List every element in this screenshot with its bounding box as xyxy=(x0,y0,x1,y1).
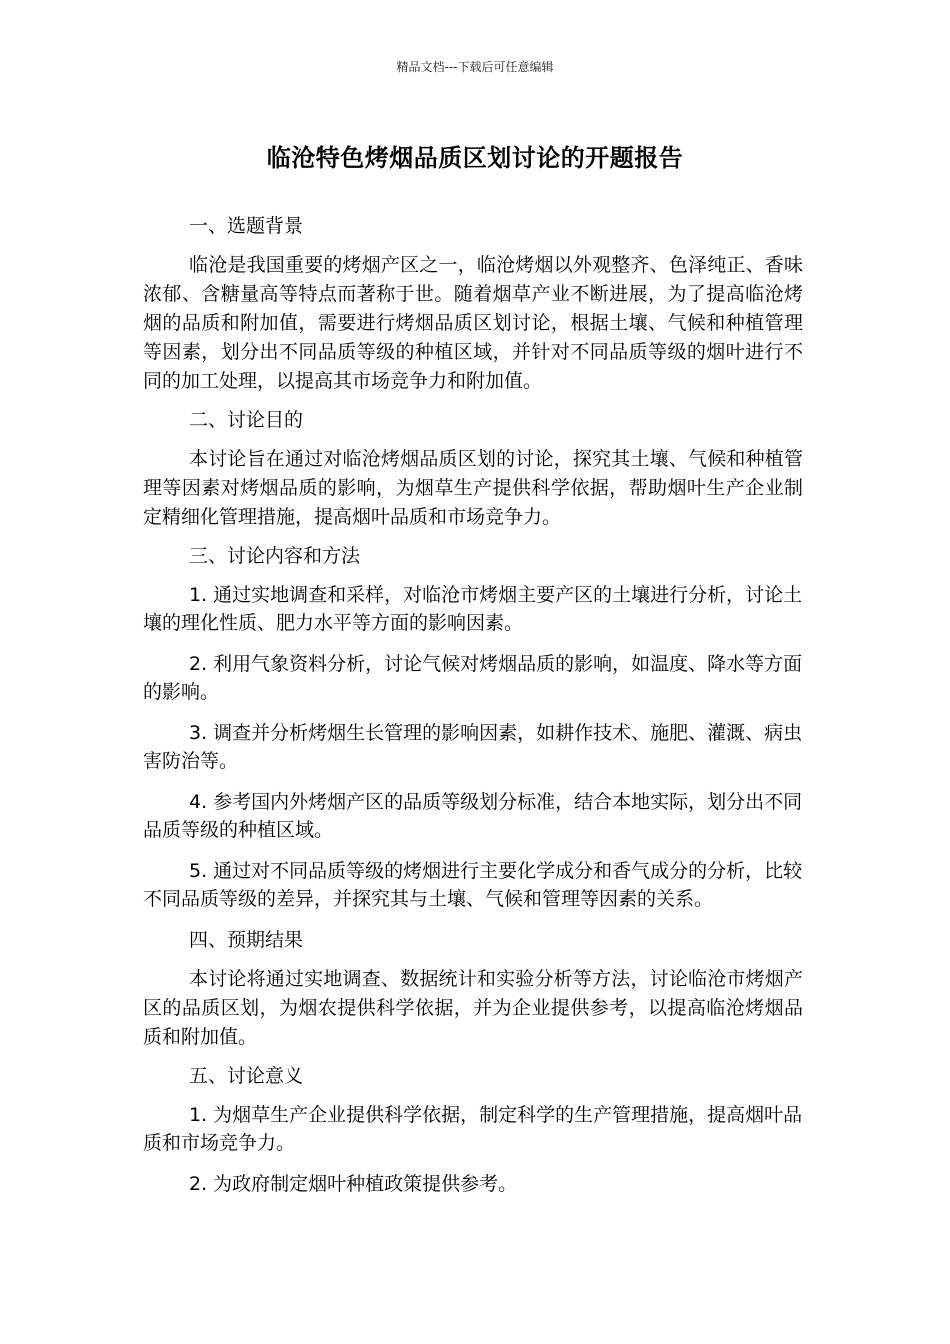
document-body xyxy=(143,212,803,1211)
list-item-methods-4: 4. 参考国内外烤烟产区的品质等级划分标准，结合本地实际，划分出不同品质等级的种植区域。 xyxy=(143,791,803,841)
list-item-methods-3: 3. 调查并分析烤烟生长管理的影响因素，如耕作技术、施肥、灌溉、病虫害防治等。 xyxy=(143,722,803,772)
section-heading-significance: 五、讨论意义 xyxy=(189,1065,304,1087)
list-item-methods-1: 1. 通过实地调查和采样，对临沧市烤烟主要产区的土壤进行分析，讨论土壤的理化性质、肥力水平等方面的影响因素。 xyxy=(143,584,803,634)
paragraph-purpose: 本讨论旨在通过对临沧烤烟品质区划的讨论，探究其土壤、气候和种植管理等因素对烤烟品质的影响，为烟草生产提供科学依据，帮助烟叶生产企业制定精细化管理措施，提高烟叶品质和市场竞争力。 xyxy=(143,448,803,528)
list-item-methods-5: 5. 通过对不同品质等级的烤烟进行主要化学成分和香气成分的分析，比较不同品质等级的差异，并探究其与土壤、气候和管理等因素的关系。 xyxy=(143,860,803,910)
list-item-significance-2: 2. 为政府制定烟叶种植政策提供参考。 xyxy=(189,1173,518,1195)
section-heading-background: 一、选题背景 xyxy=(189,215,304,237)
list-item-methods-2: 2. 利用气象资料分析，讨论气候对烤烟品质的影响，如温度、降水等方面的影响。 xyxy=(143,653,803,703)
paragraph-expected-results: 本讨论将通过实地调查、数据统计和实验分析等方法，讨论临沧市烤烟产区的品质区划，为烟农提供科学依据，并为企业提供参考，以提高临沧烤烟品质和附加值。 xyxy=(143,968,803,1048)
list-item-significance-1: 1. 为烟草生产企业提供科学依据，制定科学的生产管理措施，提高烟叶品质和市场竞争力。 xyxy=(143,1104,803,1154)
header-note: 精品文档---下载后可任意编辑 xyxy=(396,60,554,74)
section-heading-purpose: 二、讨论目的 xyxy=(189,409,304,431)
section-heading-methods: 三、讨论内容和方法 xyxy=(189,545,361,567)
document-title: 临沧特色烤烟品质区划讨论的开题报告 xyxy=(266,144,684,172)
section-heading-expected-results: 四、预期结果 xyxy=(189,929,304,951)
paragraph-background: 临沧是我国重要的烤烟产区之一，临沧烤烟以外观整齐、色泽纯正、香味浓郁、含糖量高等特点而著称于世。随着烟草产业不断进展，为了提高临沧烤烟的品质和附加值，需要进行烤烟品质区划讨论，根据土壤、气候和种植管理等因素，划分出不同品质等级的种植区域，并针对不同品质等级的烟叶进行不同的加工处理，以提高其市场竞争力和附加值。 xyxy=(143,254,803,392)
